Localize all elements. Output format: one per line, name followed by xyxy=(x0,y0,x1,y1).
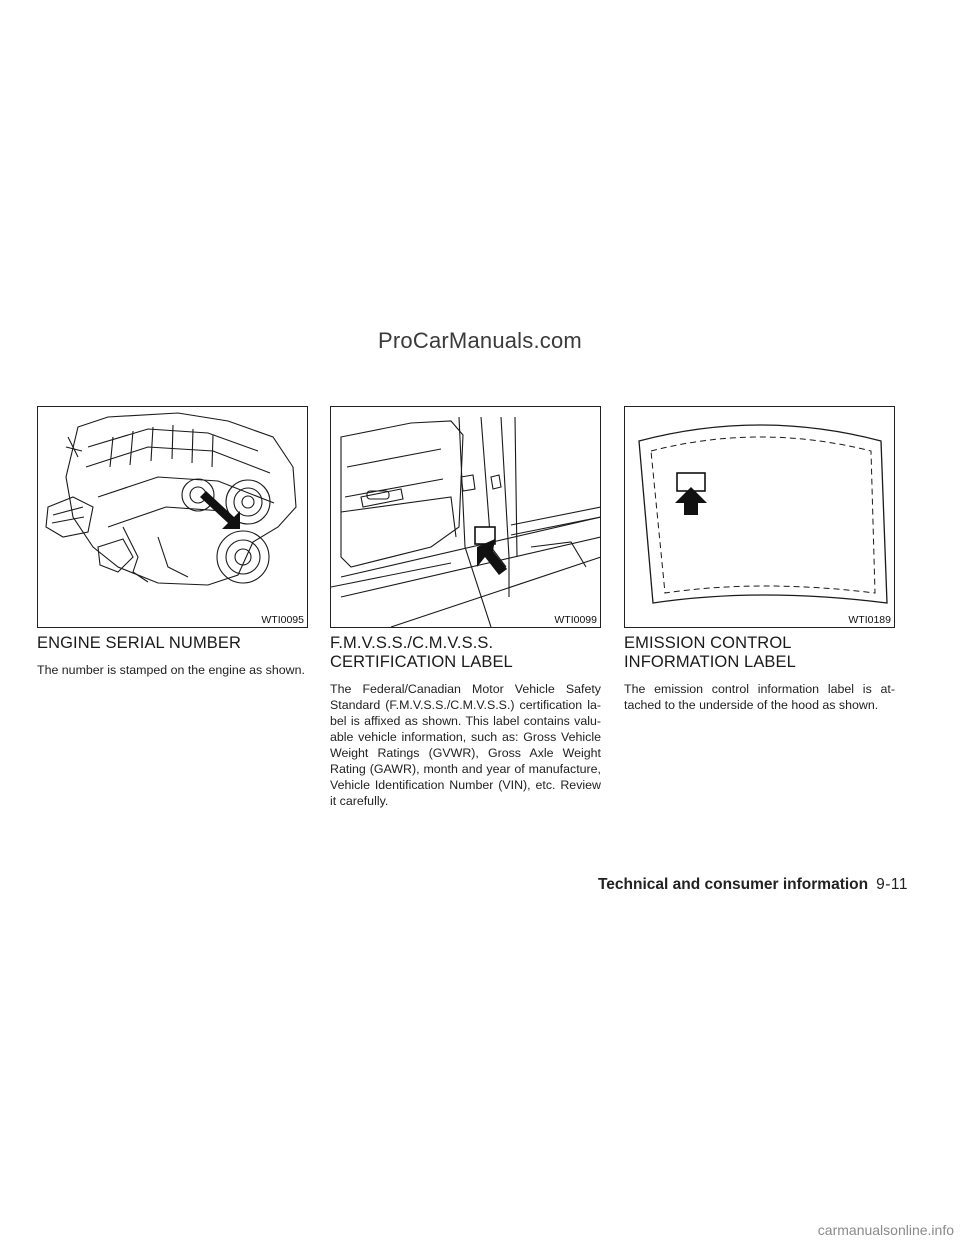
watermark-bottom: carmanualsonline.info xyxy=(817,1222,954,1238)
page-number: 9-11 xyxy=(876,876,908,893)
certification-label-section xyxy=(330,634,601,809)
hood-illustration xyxy=(625,407,895,628)
hood-figure xyxy=(624,406,895,628)
engine-illustration xyxy=(38,407,308,628)
engine-figure xyxy=(37,406,308,628)
figure-code: WTI0095 xyxy=(261,614,304,626)
figure-code: WTI0189 xyxy=(848,614,891,626)
heading-line-2: CERTIFICATION LABEL xyxy=(330,653,513,671)
section-heading xyxy=(330,634,601,672)
watermark-top: ProCarManuals.com xyxy=(378,328,582,353)
section-heading: ENGINE SERIAL NUMBER xyxy=(37,634,242,652)
page-footer xyxy=(598,876,908,894)
footer-section-title: Technical and consumer information xyxy=(597,876,869,893)
section-body: The number is stamped on the engine as shown. xyxy=(37,663,305,677)
heading-line-1: EMISSION CONTROL xyxy=(624,634,792,652)
door-pillar-illustration xyxy=(331,407,601,628)
section-body: The Federal/Canadian Motor Vehicle Safety Standard (F.M.V.S.S./C.M.V.S.S.) certification la-bel is affixed as shown. This label contains valu-able vehicle information, such as: Gross Vehicle Weight Ratings (GVWR), Gross Axle Weight Rating (GAWR), month and year of manufacture, Vehicle Identification Number (VIN), etc. Review it carefully. xyxy=(330,682,601,808)
section-heading xyxy=(624,634,895,672)
heading-line-2: INFORMATION LABEL xyxy=(624,653,796,671)
emission-label-section xyxy=(624,634,895,713)
figure-code: WTI0099 xyxy=(554,614,597,626)
section-body: The emission control information label is at-tached to the underside of the hood as shown. xyxy=(624,682,895,712)
engine-serial-section xyxy=(37,634,308,678)
door-pillar-figure xyxy=(330,406,601,628)
heading-line-1: F.M.V.S.S./C.M.V.S.S. xyxy=(330,634,494,652)
